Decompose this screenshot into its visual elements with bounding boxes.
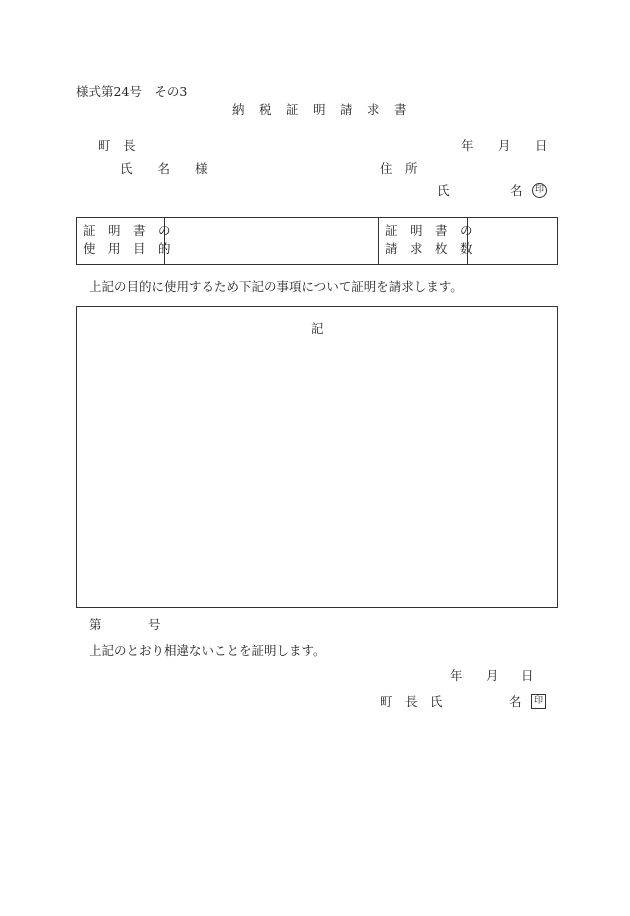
record-heading: 記 xyxy=(311,321,324,336)
purpose-label-line1: 証 明 書 の xyxy=(83,223,171,238)
request-statement: 上記の目的に使用するため下記の事項について証明を請求します。 xyxy=(89,279,463,294)
requester-name-label-1: 氏 xyxy=(437,183,450,198)
table-divider xyxy=(378,217,379,265)
record-box xyxy=(76,306,558,608)
request-date-month: 月 xyxy=(498,138,511,153)
address-label: 住 所 xyxy=(380,161,418,176)
cert-number-prefix: 第 xyxy=(89,617,102,632)
cert-date-day: 日 xyxy=(521,668,534,683)
cert-signer-name-label: 名 xyxy=(509,694,522,709)
request-date-year: 年 xyxy=(461,138,474,153)
cert-number-suffix: 号 xyxy=(148,617,161,632)
requester-seal-icon xyxy=(530,183,547,198)
form-number: 様式第24号 その3 xyxy=(76,84,188,99)
cert-signer: 町 長 氏 xyxy=(380,694,443,709)
official-seal-mark: 印 xyxy=(531,694,546,709)
purpose-label-line2: 使 用 目 的 xyxy=(83,241,171,256)
requester-name-label-2: 名 xyxy=(510,183,523,198)
cert-statement: 上記のとおり相違ないことを証明します。 xyxy=(89,643,326,658)
cert-date-month: 月 xyxy=(486,668,499,683)
official-seal-icon xyxy=(529,694,546,709)
seal-mark: 印 xyxy=(532,183,547,198)
copies-label-line2: 請 求 枚 数 xyxy=(385,241,473,256)
copies-label-line1: 証 明 書 の xyxy=(385,223,473,238)
cert-date-year: 年 xyxy=(450,668,463,683)
addressee-honorific: 氏 名 様 xyxy=(120,161,208,176)
addressee: 町 長 xyxy=(98,138,136,153)
form-title: 納 税 証 明 請 求 書 xyxy=(232,102,408,117)
request-date-day: 日 xyxy=(535,138,548,153)
